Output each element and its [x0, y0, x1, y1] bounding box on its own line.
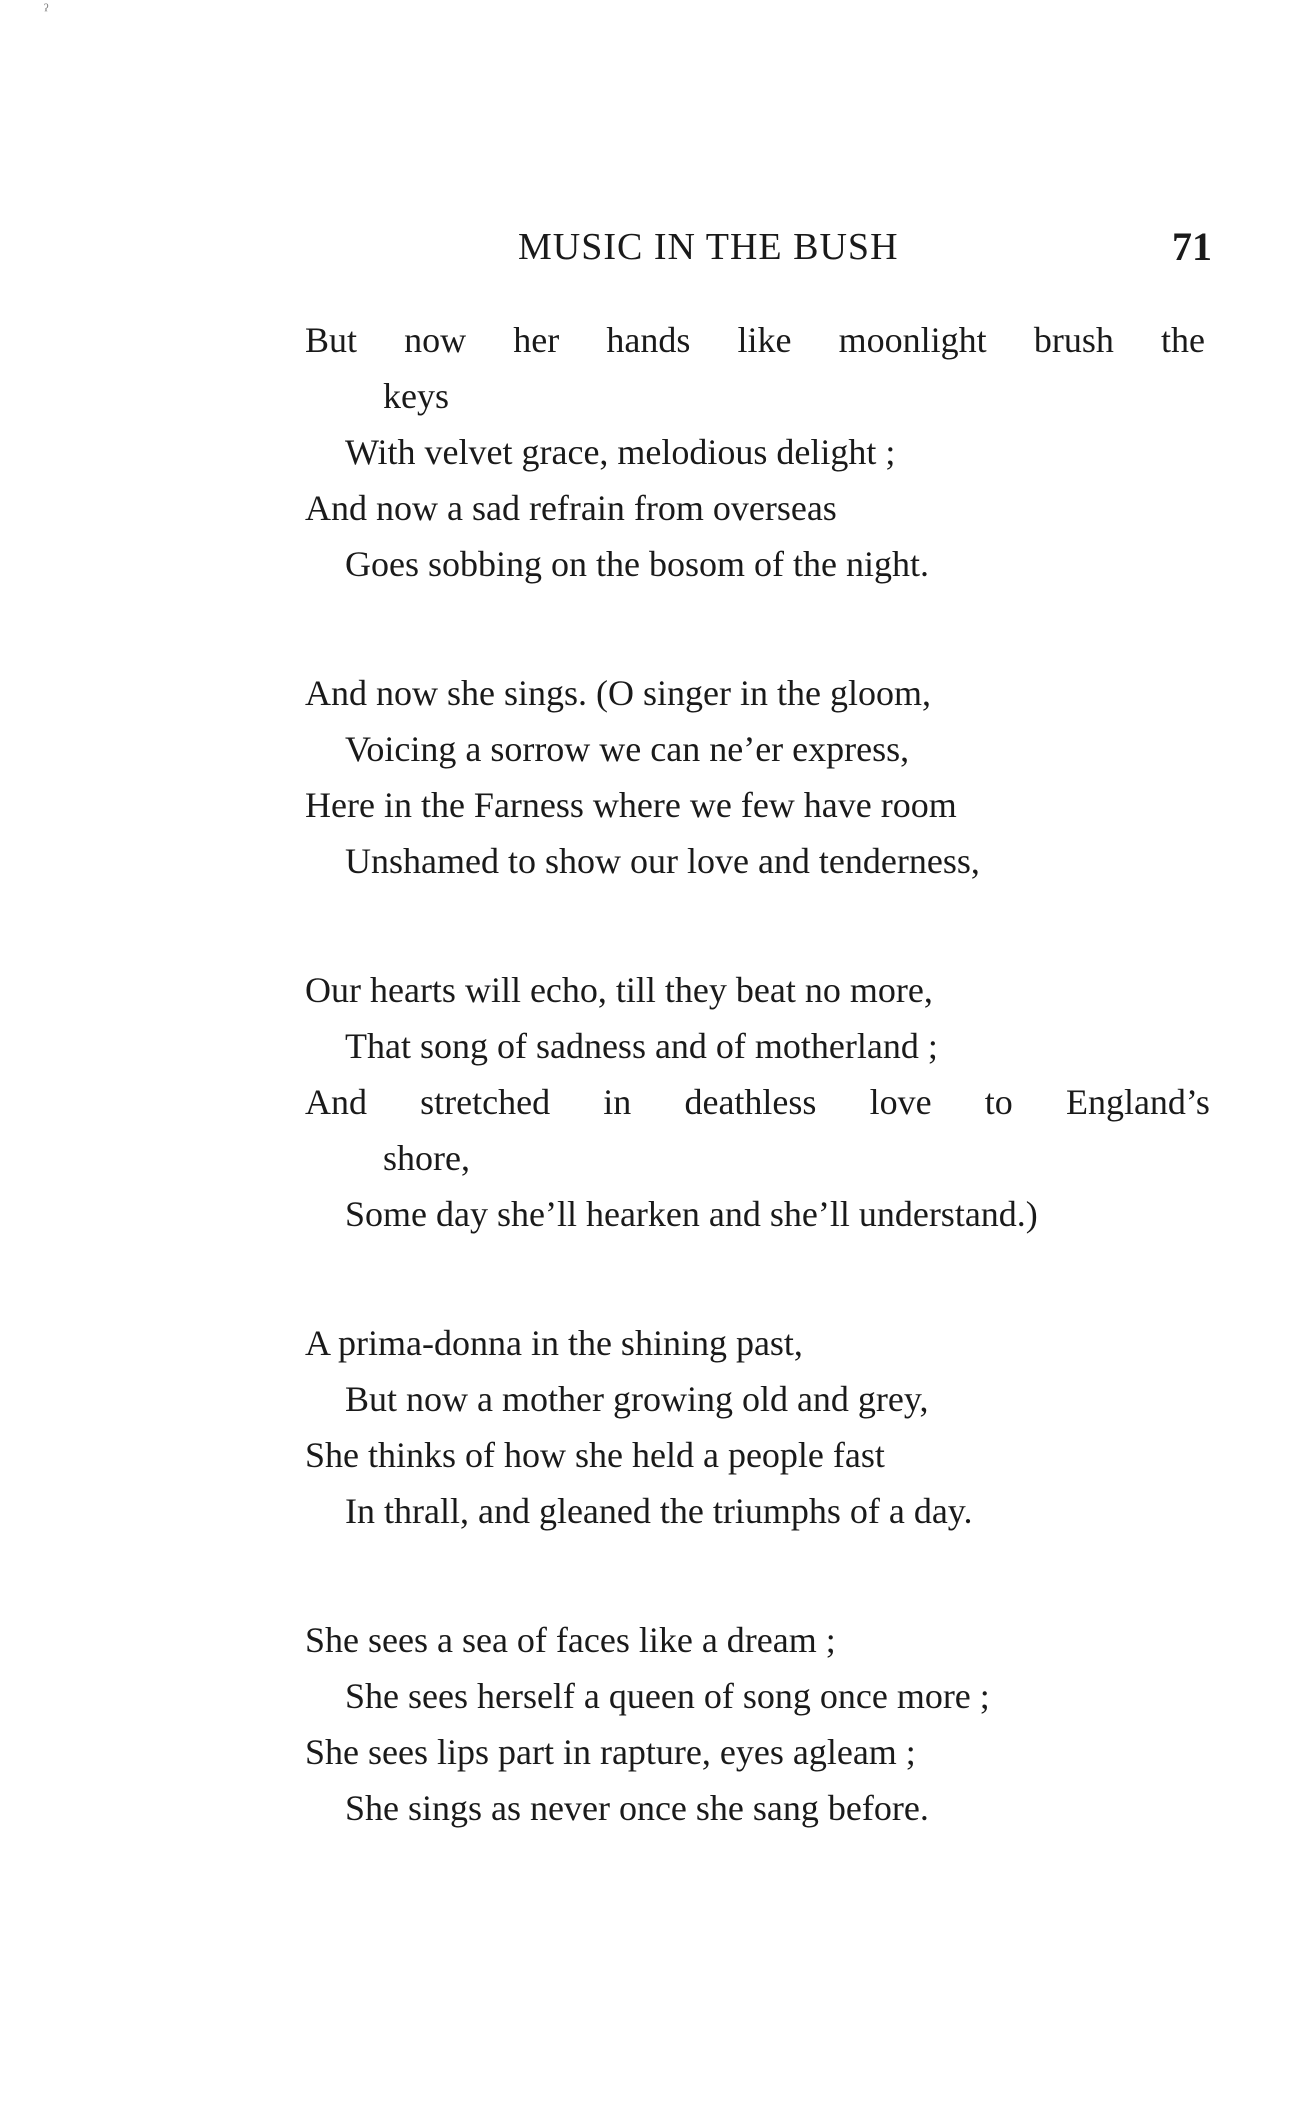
poem-line: Unshamed to show our love and tenderness,	[345, 841, 980, 881]
poem-line: Here in the Farness where we few have room	[305, 785, 957, 825]
poem-line: She sees herself a queen of song once more ;	[345, 1676, 990, 1716]
poem-line: That song of sadness and of motherland ;	[345, 1026, 938, 1066]
line-word: to	[984, 1082, 1013, 1122]
page-number: 71	[1172, 224, 1212, 269]
line-word: brush	[1033, 320, 1114, 360]
stanza-4	[305, 1315, 1225, 1539]
poem-line-turnover: shore,	[383, 1138, 470, 1178]
line-word: And	[305, 1082, 367, 1122]
running-head	[300, 222, 1212, 272]
line-word: stretched	[420, 1082, 551, 1122]
line-word: now	[404, 320, 467, 360]
running-title: MUSIC IN THE BUSH	[518, 226, 899, 268]
poem-line: Voicing a sorrow we can ne’er express,	[345, 729, 910, 769]
line-word: England’s	[1065, 1082, 1210, 1122]
poem-line	[305, 1074, 1210, 1130]
poem-line: Goes sobbing on the bosom of the night.	[345, 544, 929, 584]
line-word: hands	[606, 320, 691, 360]
corner-mark: ˀ	[44, 0, 49, 20]
poem	[305, 312, 1225, 1909]
poem-line: She sees lips part in rapture, eyes agleam ;	[305, 1732, 916, 1772]
line-word: moonlight	[838, 320, 987, 360]
line-word: in	[603, 1082, 632, 1122]
poem-line-turnover: keys	[383, 376, 449, 416]
poem-line: In thrall, and gleaned the triumphs of a day.	[345, 1491, 973, 1531]
poem-line: With velvet grace, melodious delight ;	[345, 432, 896, 472]
line-word: But	[305, 320, 358, 360]
stanza-3	[305, 962, 1225, 1242]
poem-line: And now a sad refrain from overseas	[305, 488, 837, 528]
poem-line: She sees a sea of faces like a dream ;	[305, 1620, 836, 1660]
stanza-5	[305, 1612, 1225, 1836]
stanza-2	[305, 665, 1225, 889]
poem-line	[305, 312, 1205, 368]
poem-line: Some day she’ll hearken and she’ll understand.)	[345, 1194, 1038, 1234]
line-word: the	[1160, 320, 1205, 360]
line-word: deathless	[684, 1082, 817, 1122]
poem-line: She thinks of how she held a people fast	[305, 1435, 885, 1475]
poem-line: A prima-donna in the shining past,	[305, 1323, 803, 1363]
poem-line: She sings as never once she sang before.	[345, 1788, 929, 1828]
line-word: like	[737, 320, 792, 360]
poem-line: Our hearts will echo, till they beat no more,	[305, 970, 933, 1010]
stanza-1	[305, 312, 1225, 592]
line-word: her	[513, 320, 560, 360]
line-word: love	[869, 1082, 932, 1122]
poem-line: And now she sings. (O singer in the gloom,	[305, 673, 931, 713]
poem-line: But now a mother growing old and grey,	[345, 1379, 929, 1419]
